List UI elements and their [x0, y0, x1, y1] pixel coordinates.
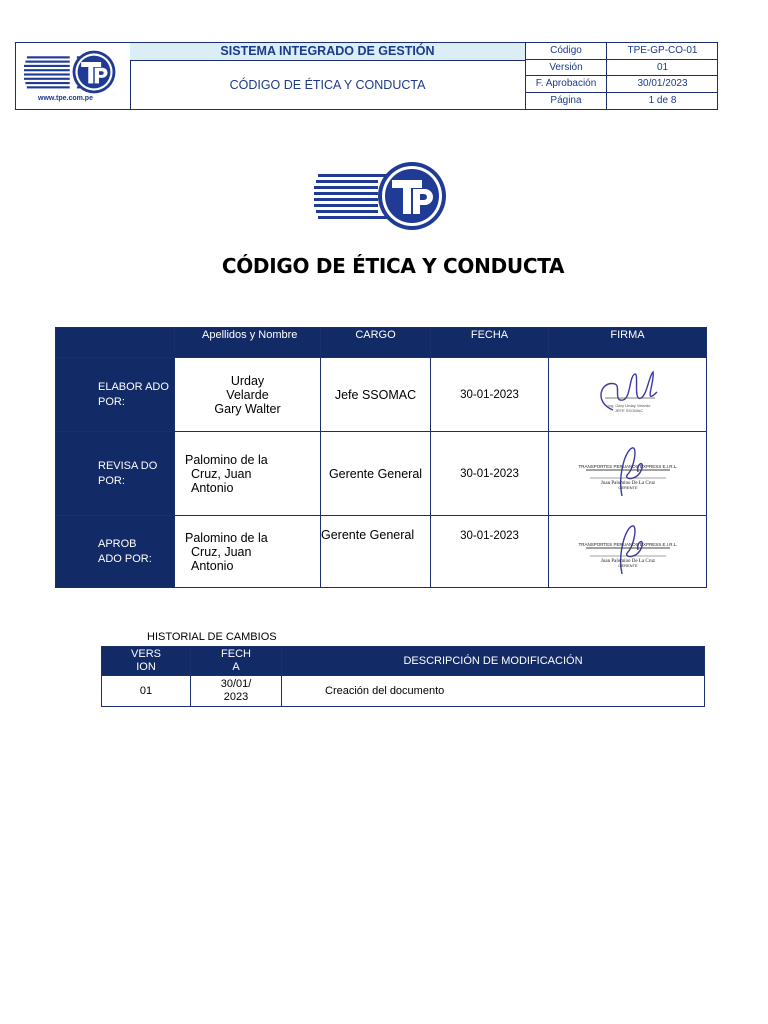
name-line: Palomino de la — [185, 530, 268, 545]
header-meta-table — [526, 43, 718, 109]
table-row — [56, 432, 707, 516]
meta-value: 01 — [656, 61, 669, 73]
meta-row — [526, 76, 718, 93]
name-line: Cruz, Juan — [191, 466, 252, 481]
svg-text:GERENTE: GERENTE — [617, 563, 638, 568]
header-line: FECH — [221, 648, 251, 660]
row-label-line: REVISA DO — [98, 459, 158, 472]
meta-value: 1 de 8 — [648, 94, 677, 106]
person-name — [175, 516, 321, 588]
svg-text:Ing. Gary Urday Velarde: Ing. Gary Urday Velarde — [607, 403, 650, 408]
row-label-line: ADO POR: — [98, 552, 152, 565]
meta-value: 30/01/2023 — [637, 78, 688, 89]
approvals-table — [55, 327, 707, 588]
name-line: Cruz, Juan — [191, 544, 252, 559]
name-line: Antonio — [191, 558, 234, 573]
row-label-line: ELABOR ADO — [98, 380, 169, 393]
header-line: VERS — [131, 648, 161, 660]
meta-key: Código — [526, 43, 607, 59]
row-label-line: APROB — [98, 537, 137, 550]
signature-icon — [578, 438, 678, 504]
document-header — [15, 42, 718, 110]
header-title-cell — [130, 43, 526, 109]
row-label — [56, 516, 175, 588]
meta-key: Versión — [526, 60, 607, 76]
header-fecha: FECHA — [431, 328, 549, 358]
meta-key: F. Aprobación — [526, 76, 607, 92]
svg-text:GERENTE: GERENTE — [617, 485, 638, 490]
person-cargo: Gerente General — [321, 516, 431, 588]
svg-text:TRANSPORTES PERUANOS EXPRESS E: TRANSPORTES PERUANOS EXPRESS E.I.R.L. — [578, 542, 677, 547]
history-description: Creación del documento — [282, 676, 705, 707]
signature — [549, 432, 707, 516]
history-table — [101, 646, 705, 707]
header-firma: FIRMA — [549, 328, 707, 358]
meta-row — [526, 43, 718, 60]
header-line: A — [232, 661, 240, 673]
meta-key: Página — [526, 93, 607, 110]
name-line: Urday — [230, 373, 265, 388]
signature — [549, 516, 707, 588]
name-line: Gary Walter — [214, 401, 281, 416]
svg-text:JEFE SSOMAC: JEFE SSOMAC — [614, 408, 643, 413]
website-text: www.tpe.com.pe — [38, 95, 93, 102]
row-label-line: POR: — [98, 395, 125, 408]
name-line: Velarde — [226, 387, 269, 402]
meta-row — [526, 60, 718, 77]
header-cargo: CARGO — [321, 328, 431, 358]
history-version: 01 — [102, 676, 191, 707]
signature — [549, 358, 707, 432]
name-line: Antonio — [191, 480, 234, 495]
header-blank — [56, 328, 175, 358]
person-cargo: Gerente General — [321, 432, 431, 516]
name-line: Palomino de la — [185, 452, 268, 467]
tpe-logo-icon — [24, 46, 124, 98]
sign-date: 30-01-2023 — [431, 358, 549, 432]
header-logo-cell — [16, 43, 131, 109]
history-label: HISTORIAL DE CAMBIOS — [147, 631, 277, 643]
header-description: DESCRIPCIÓN DE MODIFICACIÓN — [282, 647, 705, 676]
table-row — [56, 358, 707, 432]
fecha-line: 2023 — [223, 691, 249, 703]
signature-icon — [578, 516, 678, 582]
meta-row — [526, 93, 718, 110]
meta-value: TPE-GP-CO-01 — [627, 45, 698, 56]
page-title: CÓDIGO DE ÉTICA Y CONDUCTA — [221, 254, 565, 278]
person-name — [175, 358, 321, 432]
history-header-row — [102, 647, 705, 676]
sign-date: 30-01-2023 — [431, 516, 549, 588]
svg-text:Juan Palomino De La Cruz: Juan Palomino De La Cruz — [600, 481, 655, 486]
table-row — [102, 676, 705, 707]
header-names: Apellidos y Nombre — [175, 328, 321, 358]
person-cargo: Jefe SSOMAC — [321, 358, 431, 432]
history-fecha — [191, 676, 282, 707]
person-name — [175, 432, 321, 516]
header-version — [102, 647, 191, 676]
row-label — [56, 358, 175, 432]
signature-icon — [583, 362, 673, 422]
svg-text:Juan Palomino De La Cruz: Juan Palomino De La Cruz — [600, 559, 655, 564]
document-title: CÓDIGO DE ÉTICA Y CONDUCTA — [229, 78, 426, 92]
sign-date: 30-01-2023 — [431, 432, 549, 516]
row-label — [56, 432, 175, 516]
table-row — [56, 516, 707, 588]
fecha-line: 30/01/ — [220, 678, 252, 690]
header-fecha — [191, 647, 282, 676]
header-line: ION — [136, 661, 156, 673]
svg-text:TRANSPORTES PERUANOS EXPRESS E: TRANSPORTES PERUANOS EXPRESS E.I.R.L. — [578, 464, 677, 469]
row-label-line: POR: — [98, 474, 125, 487]
system-name: SISTEMA INTEGRADO DE GESTIÓN — [130, 43, 525, 61]
tpe-big-logo-icon — [314, 160, 454, 232]
approvals-header-row — [56, 328, 707, 358]
